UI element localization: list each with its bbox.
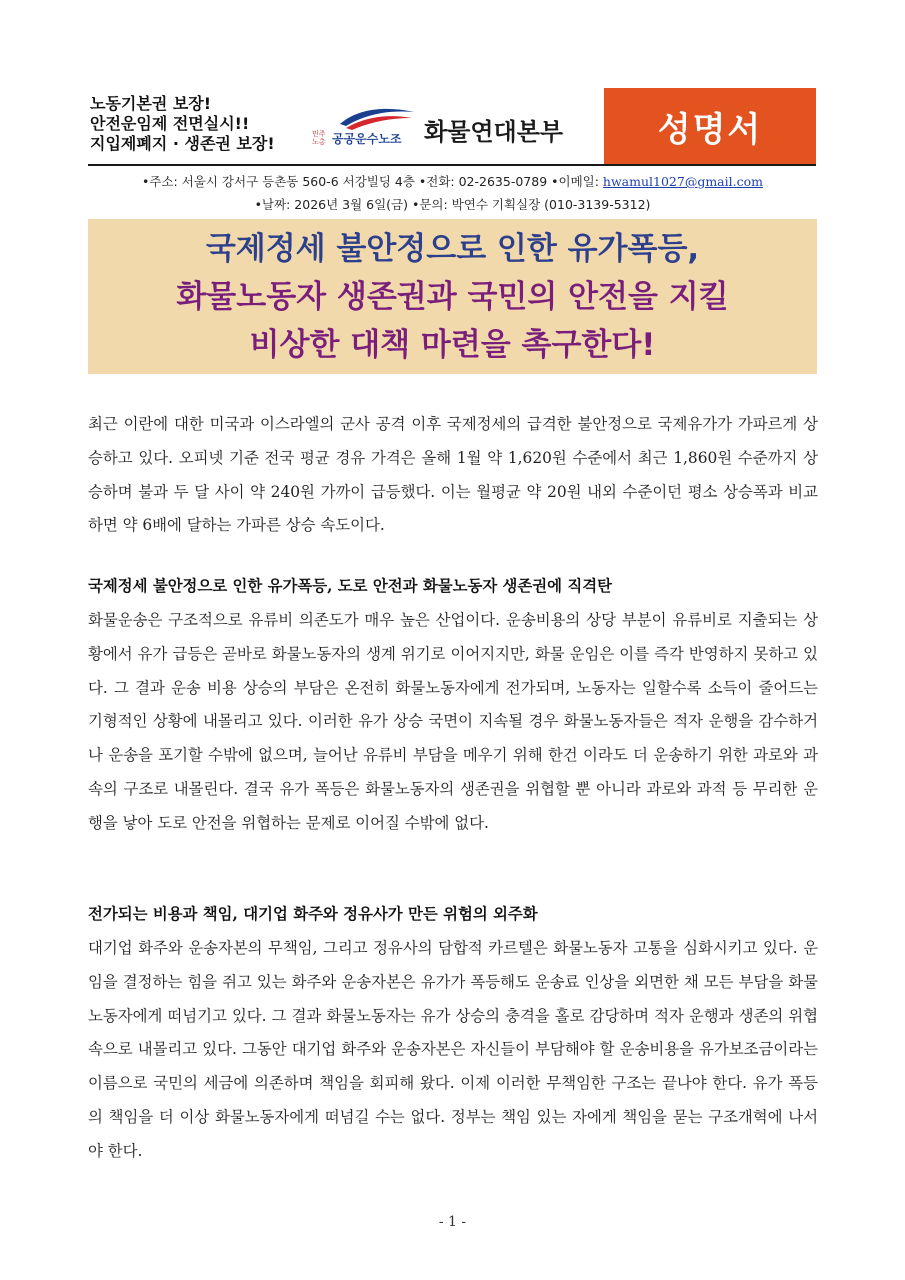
email-link[interactable]: hwamul1027@gmail.com: [602, 174, 763, 189]
slogan-3: 지입제폐지 · 생존권 보장!: [90, 134, 275, 153]
title-line-2: 화물노동자 생존권과 국민의 안전을 지킬: [176, 279, 729, 315]
section-2-paragraph: 대기업 화주와 운송자본의 무책임, 그리고 정유사의 담합적 카르텔은 화물노동자 고통을 심화시키고 있다. 운임을 결정하는 힘을 쥐고 있는 화주와 운송자본은 유가가 폭등해도 운송료 인상을 외면한 채 모든 부담을 화물노동자에게 떠넘기고 있다. 그 결과 화물노동자는 유가 상승의 충격을 홀로 감당하며 적자 운행과 생존의 위협 속으로 내몰리고 있다. 그동안 대기업 화주와 운송자본은 자신들이 부담해야 할 운송비용을 유가보조금이라는 이름으로 국민의 세금에 의존하며 책임을 회피해 왔다. 이제 이러한 무책임한 구조는 끝나야 한다. 유가 폭등의 책임을 더 이상 화물노동자에게 떠넘길 수는 없다. 정부는 책임 있는 자에게 책임을 묻는 구조개혁에 나서야 한다.: [88, 939, 818, 1160]
section-1-heading: 국제정세 불안정으로 인한 유가폭등, 도로 안전과 화물노동자 생존권에 직격탄: [88, 577, 612, 595]
logo-union-name: 공공운수노조: [332, 132, 402, 146]
intro-paragraph: 최근 이란에 대한 미국과 이스라엘의 군사 공격 이후 국제정세의 급격한 불안정으로 국제유가가 가파르게 상승하고 있다. 오피넷 기준 전국 평균 경유 가격은 올해 1월 약 1,620원 수준에서 최근 1,860원 수준까지 상승하며 불과 두 달 사이 약 240원 가까이 급등했다. 이는 월평균 약 20원 내외 수준이던 평소 상승폭과 비교하면 약 6배에 달하는 가파른 상승 속도이다.: [88, 415, 818, 535]
title-line-3: 비상한 대책 마련을 촉구한다!: [249, 327, 656, 363]
page-number: - 1 -: [438, 1214, 467, 1230]
doc-type-badge: 성명서: [604, 88, 816, 164]
header-divider: [88, 164, 816, 166]
org-name: 화물연대본부: [424, 118, 564, 146]
info-address-contact: •주소: 서울시 강서구 등촌동 560-6 서강빌딩 4층 •전화: 02-2635-0789 •이메일:: [142, 174, 603, 189]
slogan-block: [90, 94, 300, 154]
slogan-1: 노동기본권 보장!: [90, 94, 212, 113]
section-1-paragraph: 화물운송은 구조적으로 유류비 의존도가 매우 높은 산업이다. 운송비용의 상당 부분이 유류비로 지출되는 상황에서 유가 급등은 곧바로 화물노동자의 생계 위기로 이어지지만, 화물 운임은 이를 즉각 반영하지 못하고 있다. 그 결과 운송 비용 상승의 부담은 온전히 화물노동자에게 전가되며, 노동자는 일할수록 소득이 줄어드는 기형적인 상황에 내몰리고 있다. 이러한 유가 상승 국면이 지속될 경우 화물노동자들은 적자 운행을 감수하거나 운송을 포기할 수밖에 없으며, 늘어난 유류비 부담을 메우기 위해 한건 이라도 더 운송하기 위한 과로와 과속의 구조로 내몰린다. 결국 유가 폭등은 화물노동자의 생존권을 위협할 뿐 아니라 과로와 과적 등 무리한 운행을 낳아 도로 안전을 위협하는 문제로 이어질 수밖에 없다.: [88, 611, 818, 832]
info-line-2: •날짜: 2026년 3월 6일(금) •문의: 박연수 기획실장 (010-3139-5312): [254, 197, 651, 212]
slogan-2: 안전운임제 전면실시!!: [90, 114, 250, 133]
section-2-heading: 전가되는 비용과 책임, 대기업 화주와 정유사가 만든 위험의 외주화: [88, 905, 538, 923]
union-logo: [312, 104, 422, 154]
logo-swoosh-icon: [336, 104, 416, 130]
title-box: [88, 219, 817, 374]
logo-small-text: 민주노총: [312, 130, 326, 146]
info-line-1: [0, 172, 905, 190]
title-line-1: 국제정세 불안정으로 인한 유가폭등,: [205, 231, 700, 267]
